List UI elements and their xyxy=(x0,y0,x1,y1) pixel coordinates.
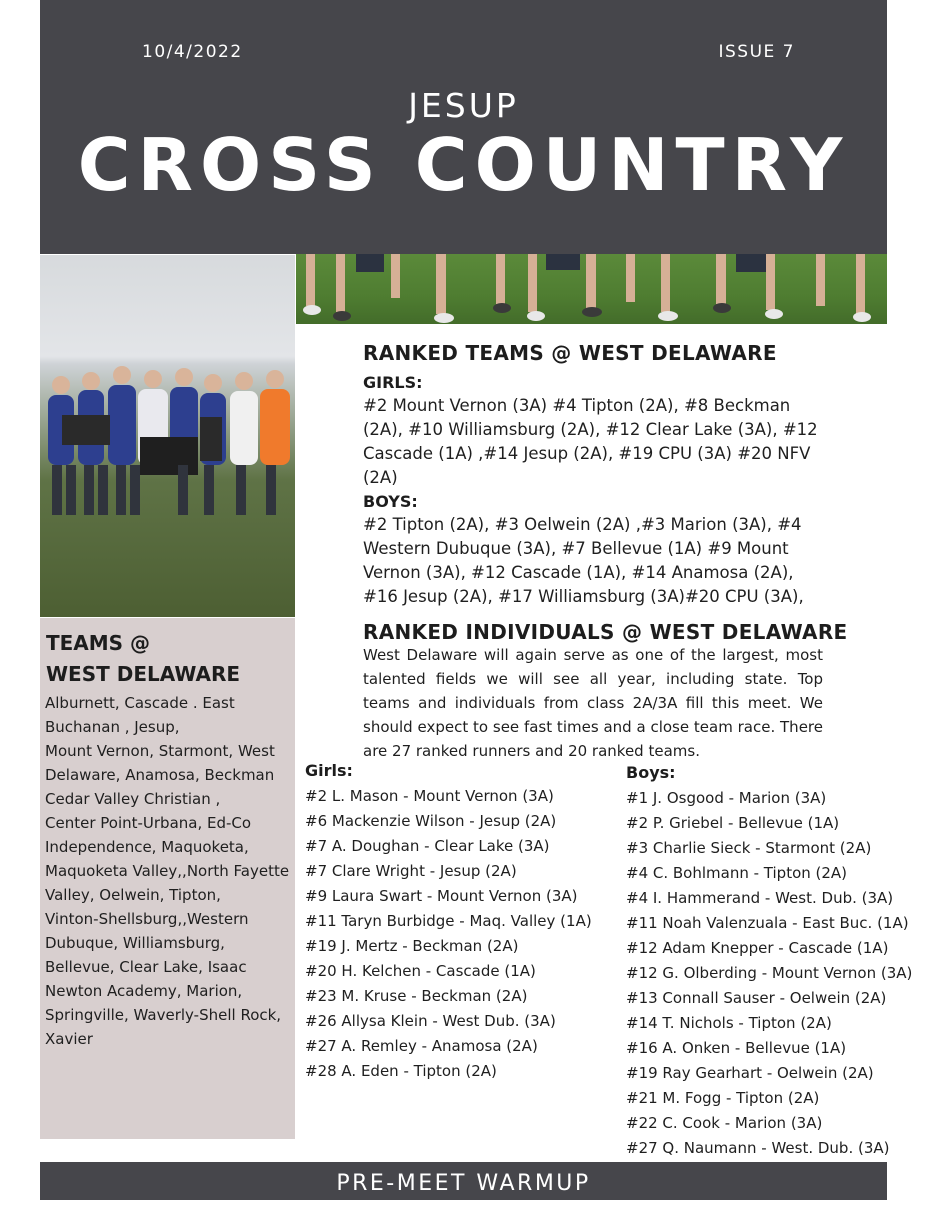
list-item: #7 A. Doughan - Clear Lake (3A) xyxy=(305,837,550,855)
individuals-boys-label: Boys: xyxy=(626,763,676,782)
ranked-teams-heading: RANKED TEAMS @ WEST DELAWARE xyxy=(363,341,777,365)
footer-banner: PRE-MEET WARMUP xyxy=(40,1162,887,1200)
newsletter-title: CROSS COUNTRY xyxy=(77,123,850,207)
ranked-teams-girls-text: #2 Mount Vernon (3A) #4 Tipton (2A), #8 Beckman (2A), #10 Williamsburg (2A), #12 Clear Lake (3A), #12 Cascade (1A) ,#14 Jesup (2A), #19 CPU (3A) #20 NFV (2A) xyxy=(363,396,818,487)
team-group-illustration xyxy=(40,355,295,525)
newsletter-header xyxy=(40,0,887,254)
list-item: #6 Mackenzie Wilson - Jesup (2A) xyxy=(305,812,557,830)
issue-number: ISSUE 7 xyxy=(718,42,795,62)
list-item: #26 Allysa Klein - West Dub. (3A) xyxy=(305,1012,556,1030)
list-item: #16 A. Onken - Bellevue (1A) xyxy=(626,1039,847,1057)
list-item: #11 Noah Valenzuala - East Buc. (1A) xyxy=(626,914,909,932)
ranked-individuals-heading: RANKED INDIVIDUALS @ WEST DELAWARE xyxy=(363,620,848,644)
sidebar-title: TEAMS @ WEST DELAWARE xyxy=(46,631,241,686)
list-item: #11 Taryn Burbidge - Maq. Valley (1A) xyxy=(305,912,592,930)
teams-list-text: Alburnett, Cascade . East Buchanan , Jesup, Mount Vernon, Starmont, West Delaware, Anamosa, Beckman Cedar Valley Christian , Center Point-Urbana, Ed-Co Independence, Maquoketa, Maquoketa Valley,,North Fayette Valley, Oelwein, Tipton, Vinton-Shellsburg,,Western Dubuque, Williamsburg, Bellevue, Clear Lake, Isaac Newton Academy, Marion, Springville, Waverly-Shell Rock, Xavier xyxy=(45,694,290,1048)
runners-photo xyxy=(296,254,887,324)
list-item: #2 P. Griebel - Bellevue (1A) xyxy=(626,814,840,832)
list-item: #20 H. Kelchen - Cascade (1A) xyxy=(305,962,536,980)
list-item: #28 A. Eden - Tipton (2A) xyxy=(305,1062,497,1080)
list-item: #3 Charlie Sieck - Starmont (2A) xyxy=(626,839,872,857)
list-item: #14 T. Nichols - Tipton (2A) xyxy=(626,1014,832,1032)
ranked-individuals-intro: West Delaware will again serve as one of the largest, most talented fields we will see all year, including state. Top teams and individuals from class 2A/3A fill this meet. We should expect to see fast times and a close team race. There are 27 ranked runners and 20 ranked teams. xyxy=(363,646,823,760)
girls-individuals-list xyxy=(305,784,592,1084)
list-item: #27 A. Remley - Anamosa (2A) xyxy=(305,1037,538,1055)
teams-sidebar xyxy=(40,618,295,1139)
list-item: #12 G. Olberding - Mount Vernon (3A) xyxy=(626,964,913,982)
list-item: #27 Q. Naumann - West. Dub. (3A) xyxy=(626,1139,890,1157)
list-item: #4 I. Hammerand - West. Dub. (3A) xyxy=(626,889,894,907)
list-item: #9 Laura Swart - Mount Vernon (3A) xyxy=(305,887,578,905)
issue-date: 10/4/2022 xyxy=(142,42,243,62)
boys-individuals-list xyxy=(626,786,912,1161)
ranked-teams-boys-text: #2 Tipton (2A), #3 Oelwein (2A) ,#3 Marion (3A), #4 Western Dubuque (3A), #7 Bellevue (1A) #9 Mount Vernon (3A), #12 Cascade (1A), #14 Anamosa (2A), #16 Jesup (2A), #17 Williamsburg (3A)#20 CPU (3A), xyxy=(363,515,804,606)
school-name: JESUP xyxy=(408,86,519,125)
team-photo xyxy=(40,255,295,617)
list-item: #13 Connall Sauser - Oelwein (2A) xyxy=(626,989,887,1007)
ranked-teams-girls-label: GIRLS: xyxy=(363,373,423,392)
list-item: #23 M. Kruse - Beckman (2A) xyxy=(305,987,528,1005)
individuals-girls-label: Girls: xyxy=(305,761,353,780)
list-item: #21 M. Fogg - Tipton (2A) xyxy=(626,1089,820,1107)
list-item: #7 Clare Wright - Jesup (2A) xyxy=(305,862,517,880)
list-item: #19 Ray Gearhart - Oelwein (2A) xyxy=(626,1064,874,1082)
runners-legs-illustration xyxy=(296,254,887,324)
list-item: #1 J. Osgood - Marion (3A) xyxy=(626,789,827,807)
list-item: #19 J. Mertz - Beckman (2A) xyxy=(305,937,519,955)
list-item: #4 C. Bohlmann - Tipton (2A) xyxy=(626,864,848,882)
ranked-teams-boys-label: BOYS: xyxy=(363,492,418,511)
list-item: #12 Adam Knepper - Cascade (1A) xyxy=(626,939,889,957)
list-item: #2 L. Mason - Mount Vernon (3A) xyxy=(305,787,554,805)
list-item: #22 C. Cook - Marion (3A) xyxy=(626,1114,823,1132)
